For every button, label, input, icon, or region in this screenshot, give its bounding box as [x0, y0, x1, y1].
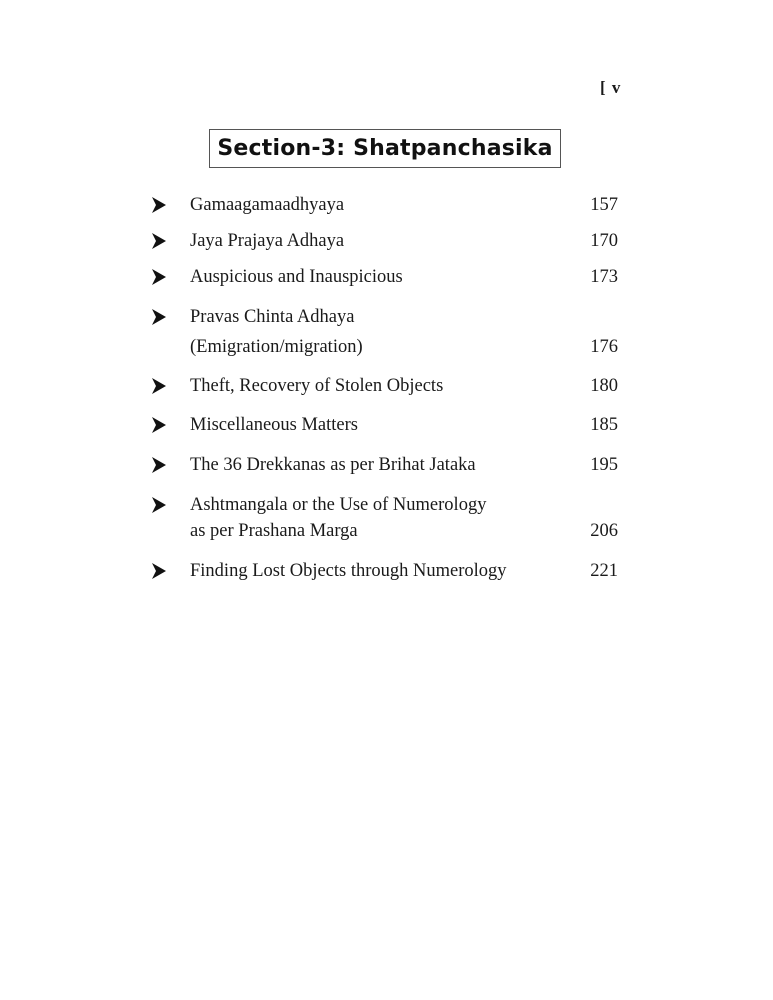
toc-entry-page: 176 [590, 337, 618, 357]
toc-entry-title-continued: (Emigration/migration) [190, 337, 363, 357]
toc-entry-page: 185 [590, 415, 618, 435]
toc-entry-title: The 36 Drekkanas as per Brihat Jataka [190, 455, 476, 475]
arrowhead-bullet-icon [152, 309, 166, 325]
arrowhead-bullet-icon [152, 233, 166, 249]
toc-entry-title: Gamaagamaadhyaya [190, 195, 345, 215]
toc-entry-title-continued: as per Prashana Marga [190, 521, 358, 541]
toc-entry-page: 157 [590, 195, 618, 215]
toc-entry-page: 170 [590, 231, 618, 251]
arrowhead-bullet-icon [152, 563, 166, 579]
page-number-marker: [ v [600, 78, 622, 97]
toc-entry-page: 180 [590, 376, 618, 396]
toc-entry-page: 221 [590, 561, 618, 581]
toc-entry-title: Jaya Prajaya Adhaya [190, 231, 345, 251]
toc-entry-page: 195 [590, 455, 618, 475]
arrowhead-bullet-icon [152, 417, 166, 433]
toc-entry-page: 206 [590, 521, 618, 541]
section-heading-box [209, 129, 561, 168]
arrowhead-bullet-icon [152, 269, 166, 285]
section-title: Section-3: Shatpanchasika [217, 136, 553, 161]
toc-entry-title: Auspicious and Inauspicious [190, 267, 403, 287]
toc-entry-title: Finding Lost Objects through Numerology [190, 561, 507, 581]
toc-entry-title: Miscellaneous Matters [190, 415, 358, 435]
toc-entry-title: Theft, Recovery of Stolen Objects [190, 376, 444, 396]
arrowhead-bullet-icon [152, 497, 166, 513]
toc-entry-page: 173 [590, 267, 618, 287]
arrowhead-bullet-icon [152, 378, 166, 394]
arrowhead-bullet-icon [152, 197, 166, 213]
toc-entry-title: Pravas Chinta Adhaya [190, 307, 355, 327]
toc-entry-title: Ashtmangala or the Use of Numerology [190, 495, 487, 515]
arrowhead-bullet-icon [152, 457, 166, 473]
